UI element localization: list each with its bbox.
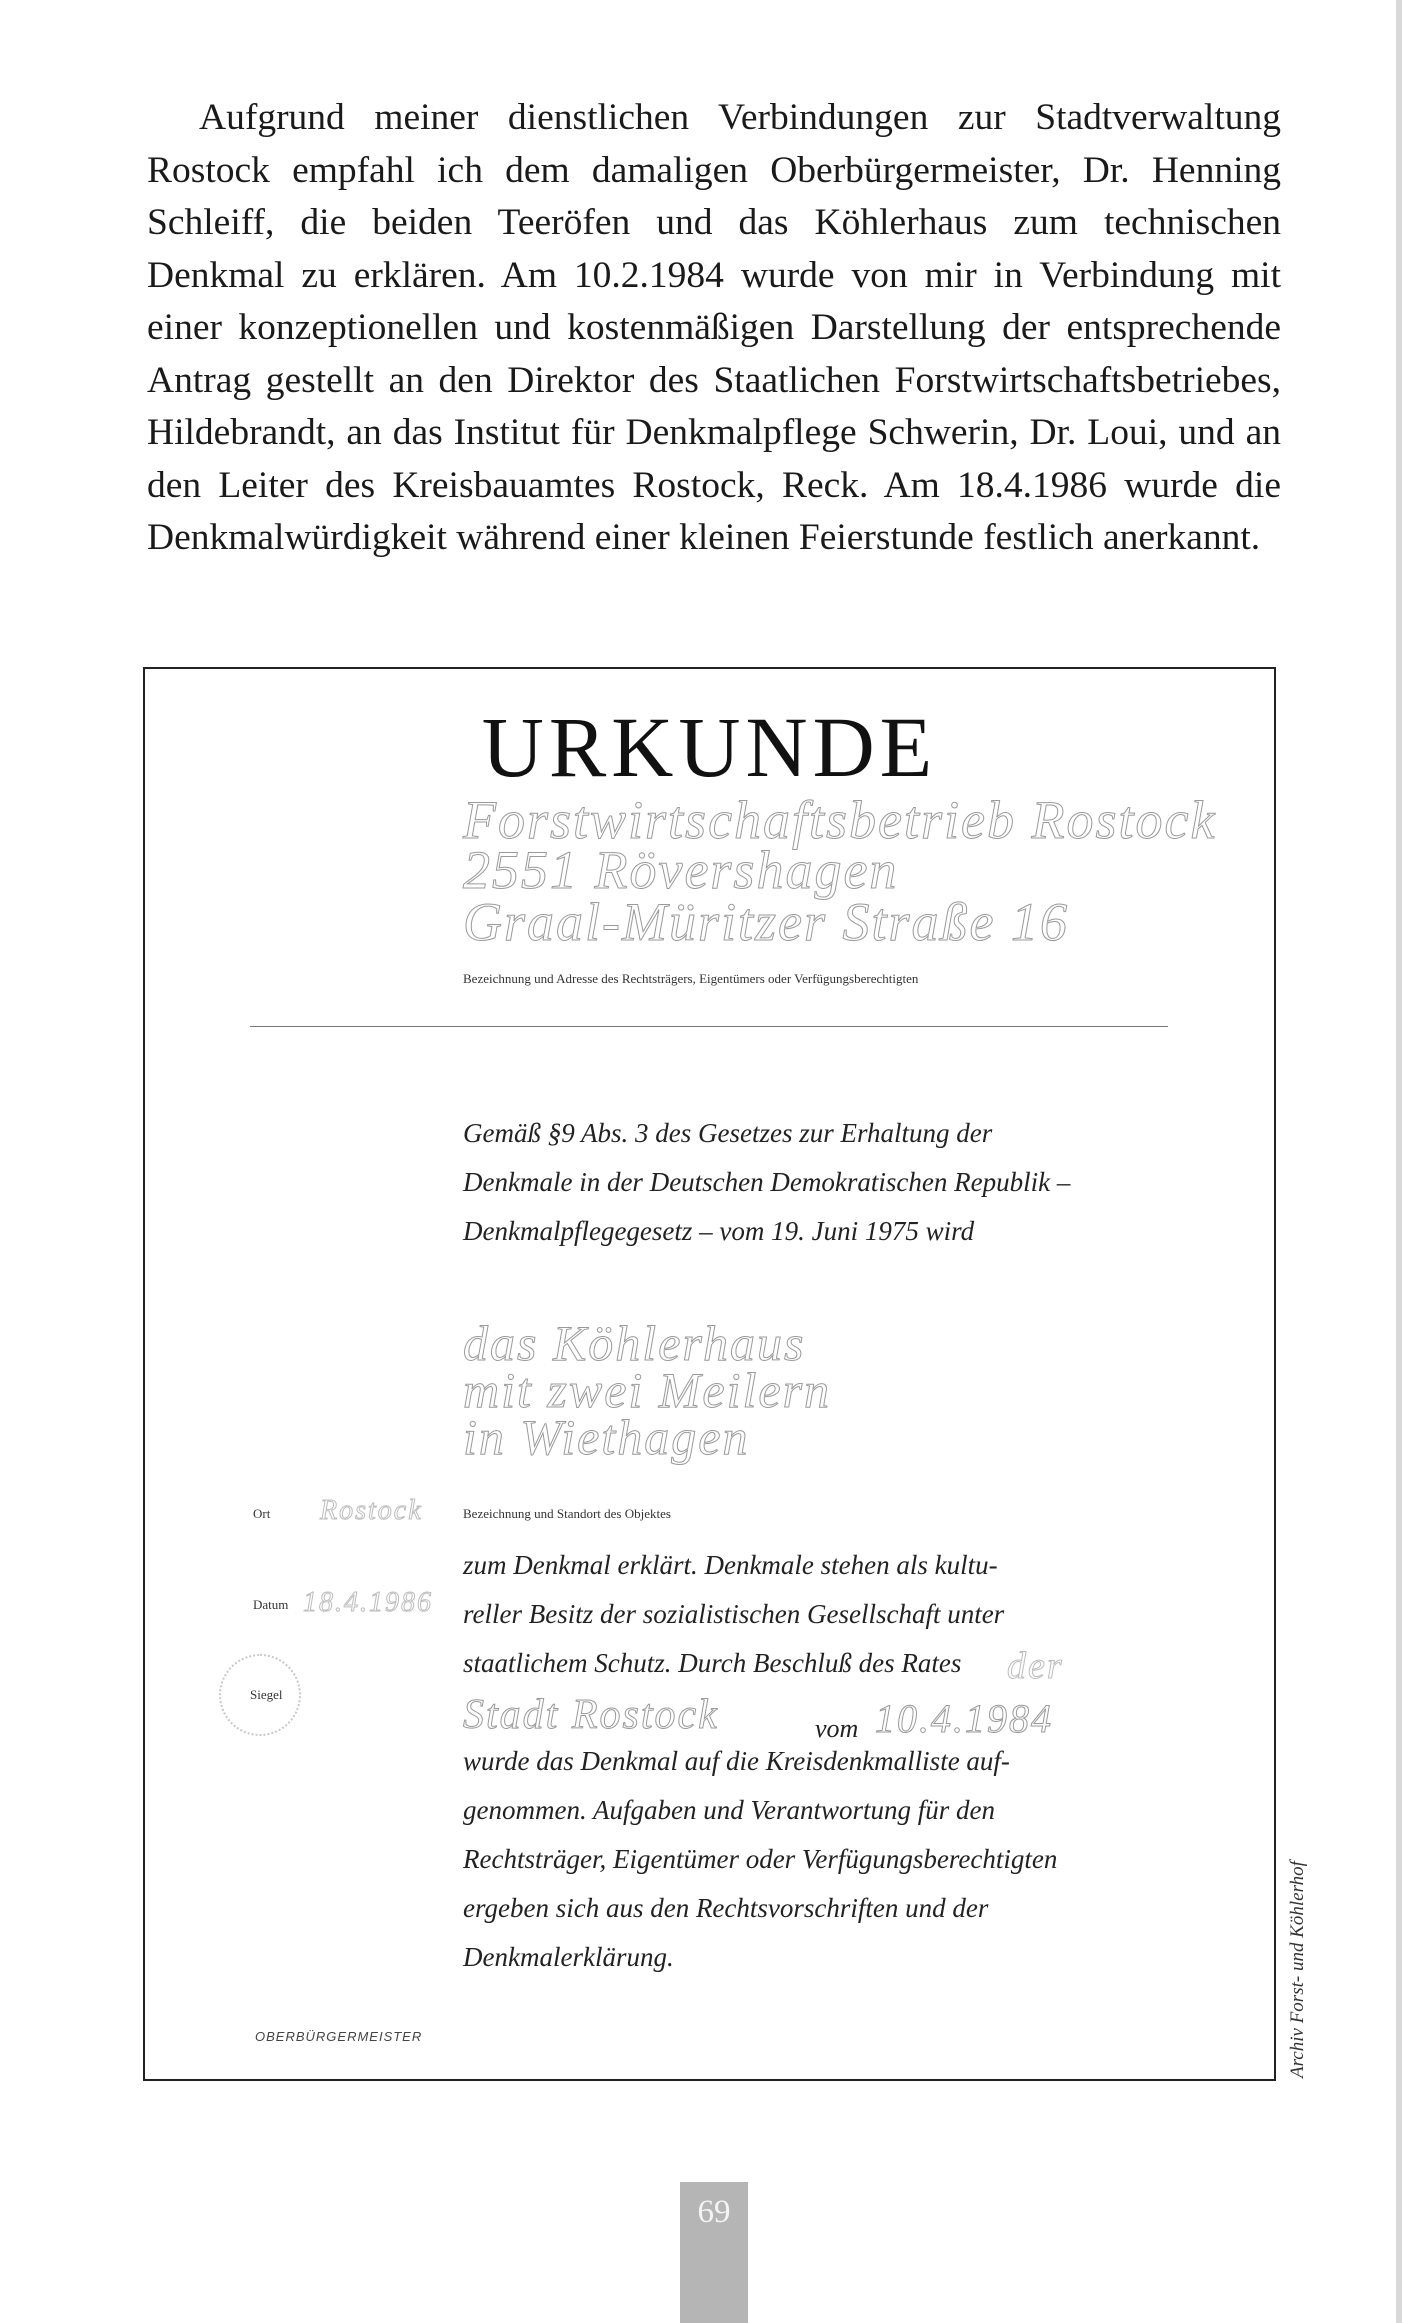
certificate-frame xyxy=(143,667,1276,2081)
datum-label: Datum xyxy=(253,1597,289,1612)
datum-value: 18.4.1986 xyxy=(303,1587,433,1618)
holder-field-label: Bezeichnung und Adresse des Rechtsträgers, Eigentümers oder Verfügungsberechtigten xyxy=(463,971,919,986)
object-field-label: Bezeichnung und Standort des Objektes xyxy=(463,1506,671,1521)
holder-line-2: 2551 Rövershagen xyxy=(463,840,899,900)
object-line-3: in Wiethagen xyxy=(463,1409,750,1465)
holder-line-1: Forstwirtschaftsbetrieb Rostock xyxy=(463,790,1217,850)
siegel-label: Siegel xyxy=(250,1687,283,1702)
mayor-signature-label: OBERBÜRGERMEISTER xyxy=(255,2029,423,2044)
ort-value: Rostock xyxy=(320,1495,423,1526)
stadt-value: Stadt Rostock xyxy=(463,1692,719,1738)
intro-paragraph: Aufgrund meiner dienstlichen Verbindungen zur Stadtverwaltung Rostock empfahl ich dem damaligen Oberbürgermeister, Dr. Henning Schleiff, die beiden Teeröfen und das Köhlerhaus zum technischen Denkmal zu erklären. Am 10.2.1984 wurde von mir in Verbindung mit einer konzeptionellen und kostenmäßigen Darstellung der entsprechende Antrag gestellt an den Direktor des Staatlichen Forstwirtschaftsbetriebes, Hildebrandt, an das Institut für Denkmalpflege Schwerin, Dr. Loui, und an den Leiter des Kreisbauamtes Rostock, Reck. Am 18.4.1986 wurde die Denkmalwürdigkeit während einer kleinen Feierstunde festlich anerkannt. xyxy=(147,97,1281,558)
ort-label: Ort xyxy=(253,1506,271,1521)
archive-credit: Archiv Forst- und Köhlerhof xyxy=(1287,1861,1308,2078)
rates-value: der xyxy=(1007,1645,1064,1687)
legal-basis-text: Gemäß §9 Abs. 3 des Gesetzes zur Erhaltung der Denkmale in der Deutschen Demokratischen Republik – Denkmalpflegegesetz – vom 19. Juni 1975 wird xyxy=(463,1118,1071,1246)
page-number: 69 xyxy=(680,2182,748,2323)
declaration-part-2: wurde das Denkmal auf die Kreisdenkmalliste auf- genommen. Aufgaben und Verantwortung für den Rechtsträger, Eigentümer oder Verfügungsberechtigten ergeben sich aus den Rechtsvorschriften und der Denkmalerklärung. xyxy=(463,1746,1058,1972)
vom-value: 10.4.1984 xyxy=(875,1696,1053,1741)
holder-line-3: Graal-Müritzer Straße 16 xyxy=(463,892,1069,952)
object-line-1: das Köhlerhaus xyxy=(463,1315,806,1371)
page-edge xyxy=(1396,0,1402,2323)
vom-label: vom xyxy=(815,1714,859,1743)
object-line-2: mit zwei Meilern xyxy=(463,1362,832,1418)
declaration-part-1: zum Denkmal erklärt. Denkmale stehen als kultu- reller Besitz der sozialistischen Gesellschaft unter staatlichem Schutz. Durch Beschluß des Rates xyxy=(463,1550,1005,1678)
declaration-text xyxy=(463,1541,1243,1982)
divider xyxy=(250,1026,1168,1027)
certificate-title: URKUNDE xyxy=(481,699,938,795)
